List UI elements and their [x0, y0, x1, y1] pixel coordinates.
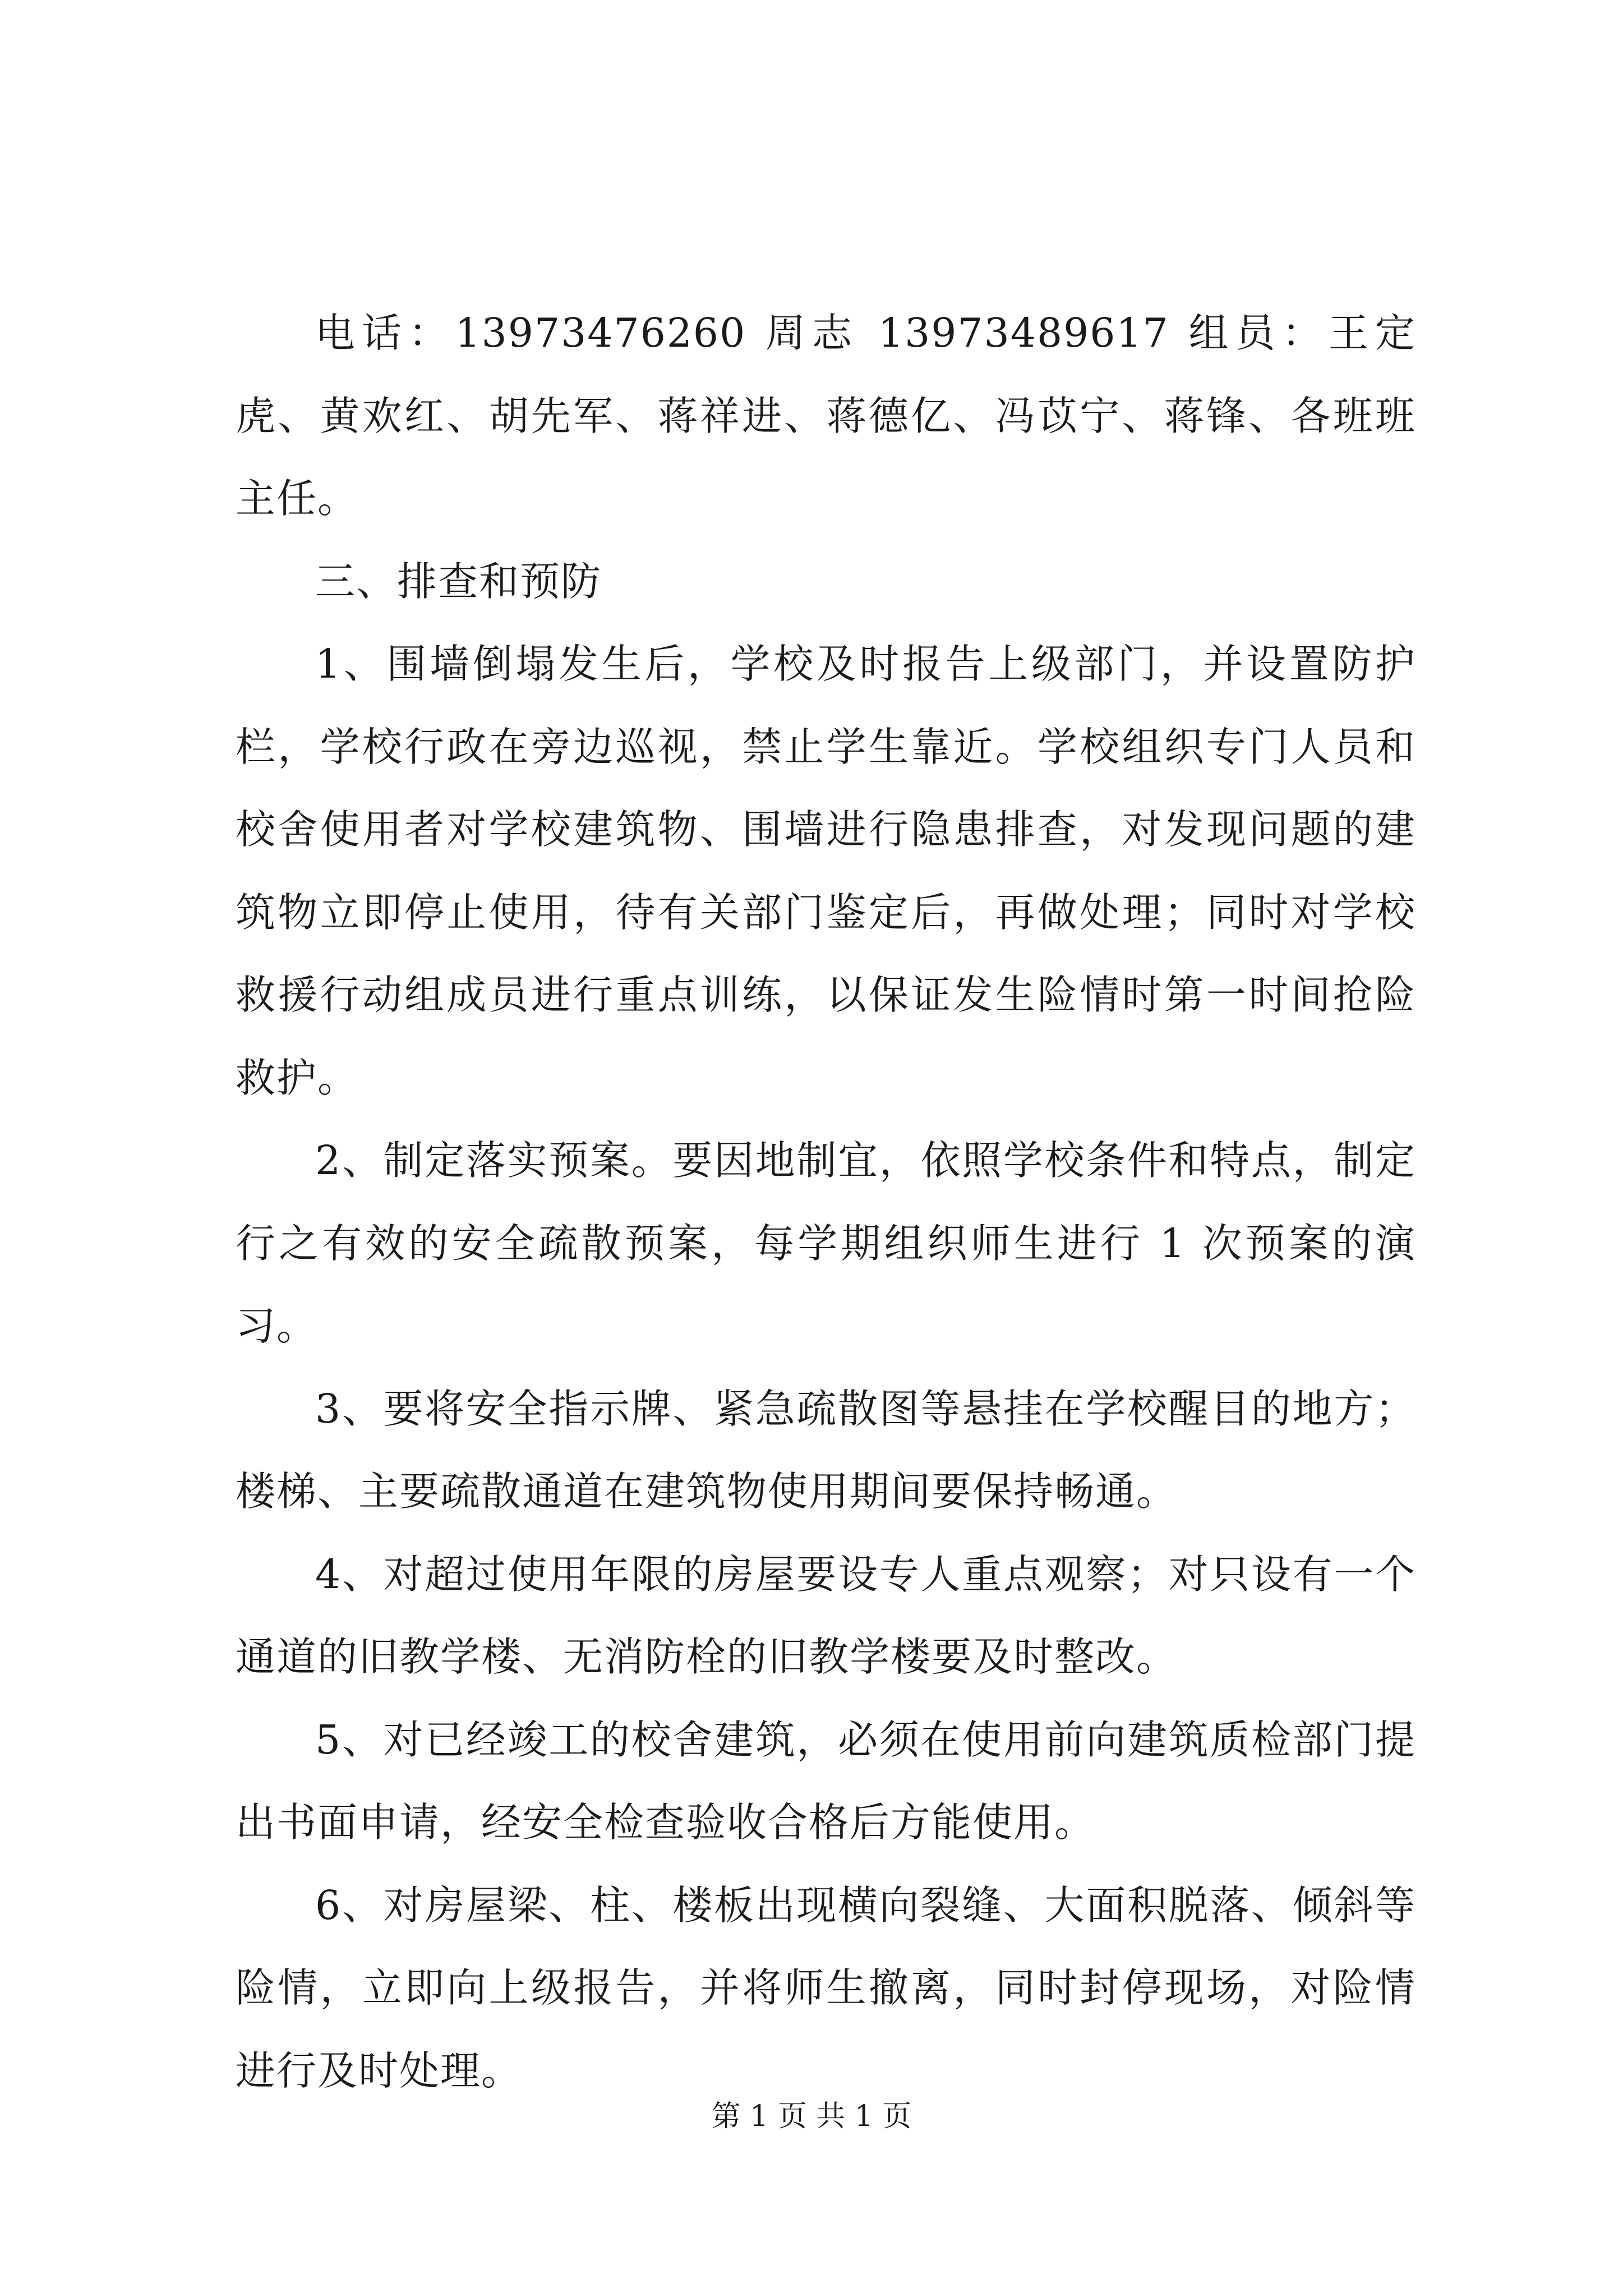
- paragraph-item-2: 2、制定落实预案。要因地制宜，依照学校条件和特点，制定行之有效的安全疏散预案，每学期组织师生进行 1 次预案的演习。: [236, 1137, 1416, 1349]
- document-body: [236, 292, 1416, 2112]
- page-number-footer: 第 1 页 共 1 页: [711, 2100, 912, 2133]
- section-heading-inspection-prevention: 三、排查和预防: [315, 558, 602, 605]
- paragraph-item-1: 1、围墙倒塌发生后，学校及时报告上级部门，并设置防护栏，学校行政在旁边巡视，禁止学生靠近。学校组织专门人员和校舍使用者对学校建筑物、围墙进行隐患排查，对发现问题的建筑物立即停止使用，待有关部门鉴定后，再做处理；同时对学校救援行动组成员进行重点训练，以保证发生险情时第一时间抢险救护。: [236, 641, 1416, 1101]
- paragraph-item-4: 4、对超过使用年限的房屋要设专人重点观察；对只设有一个通道的旧教学楼、无消防栓的旧教学楼要及时整改。: [236, 1550, 1416, 1680]
- paragraph-item-6: 6、对房屋梁、柱、楼板出现横向裂缝、大面积脱落、倾斜等险情，立即向上级报告，并将师生撤离，同时封停现场，对险情进行及时处理。: [236, 1881, 1416, 2094]
- paragraph-contacts: 电话：13973476260 周志 13973489617 组员：王定虎、黄欢红、胡先军、蒋祥进、蒋德亿、冯苡宁、蒋锋、各班班主任。: [236, 310, 1416, 522]
- paragraph-item-5: 5、对已经竣工的校舍建筑，必须在使用前向建筑质检部门提出书面申请，经安全检查验收合格后方能使用。: [236, 1716, 1416, 1846]
- paragraph-item-3: 3、要将安全指示牌、紧急疏散图等悬挂在学校醒目的地方；楼梯、主要疏散通道在建筑物使用期间要保持畅通。: [236, 1385, 1416, 1515]
